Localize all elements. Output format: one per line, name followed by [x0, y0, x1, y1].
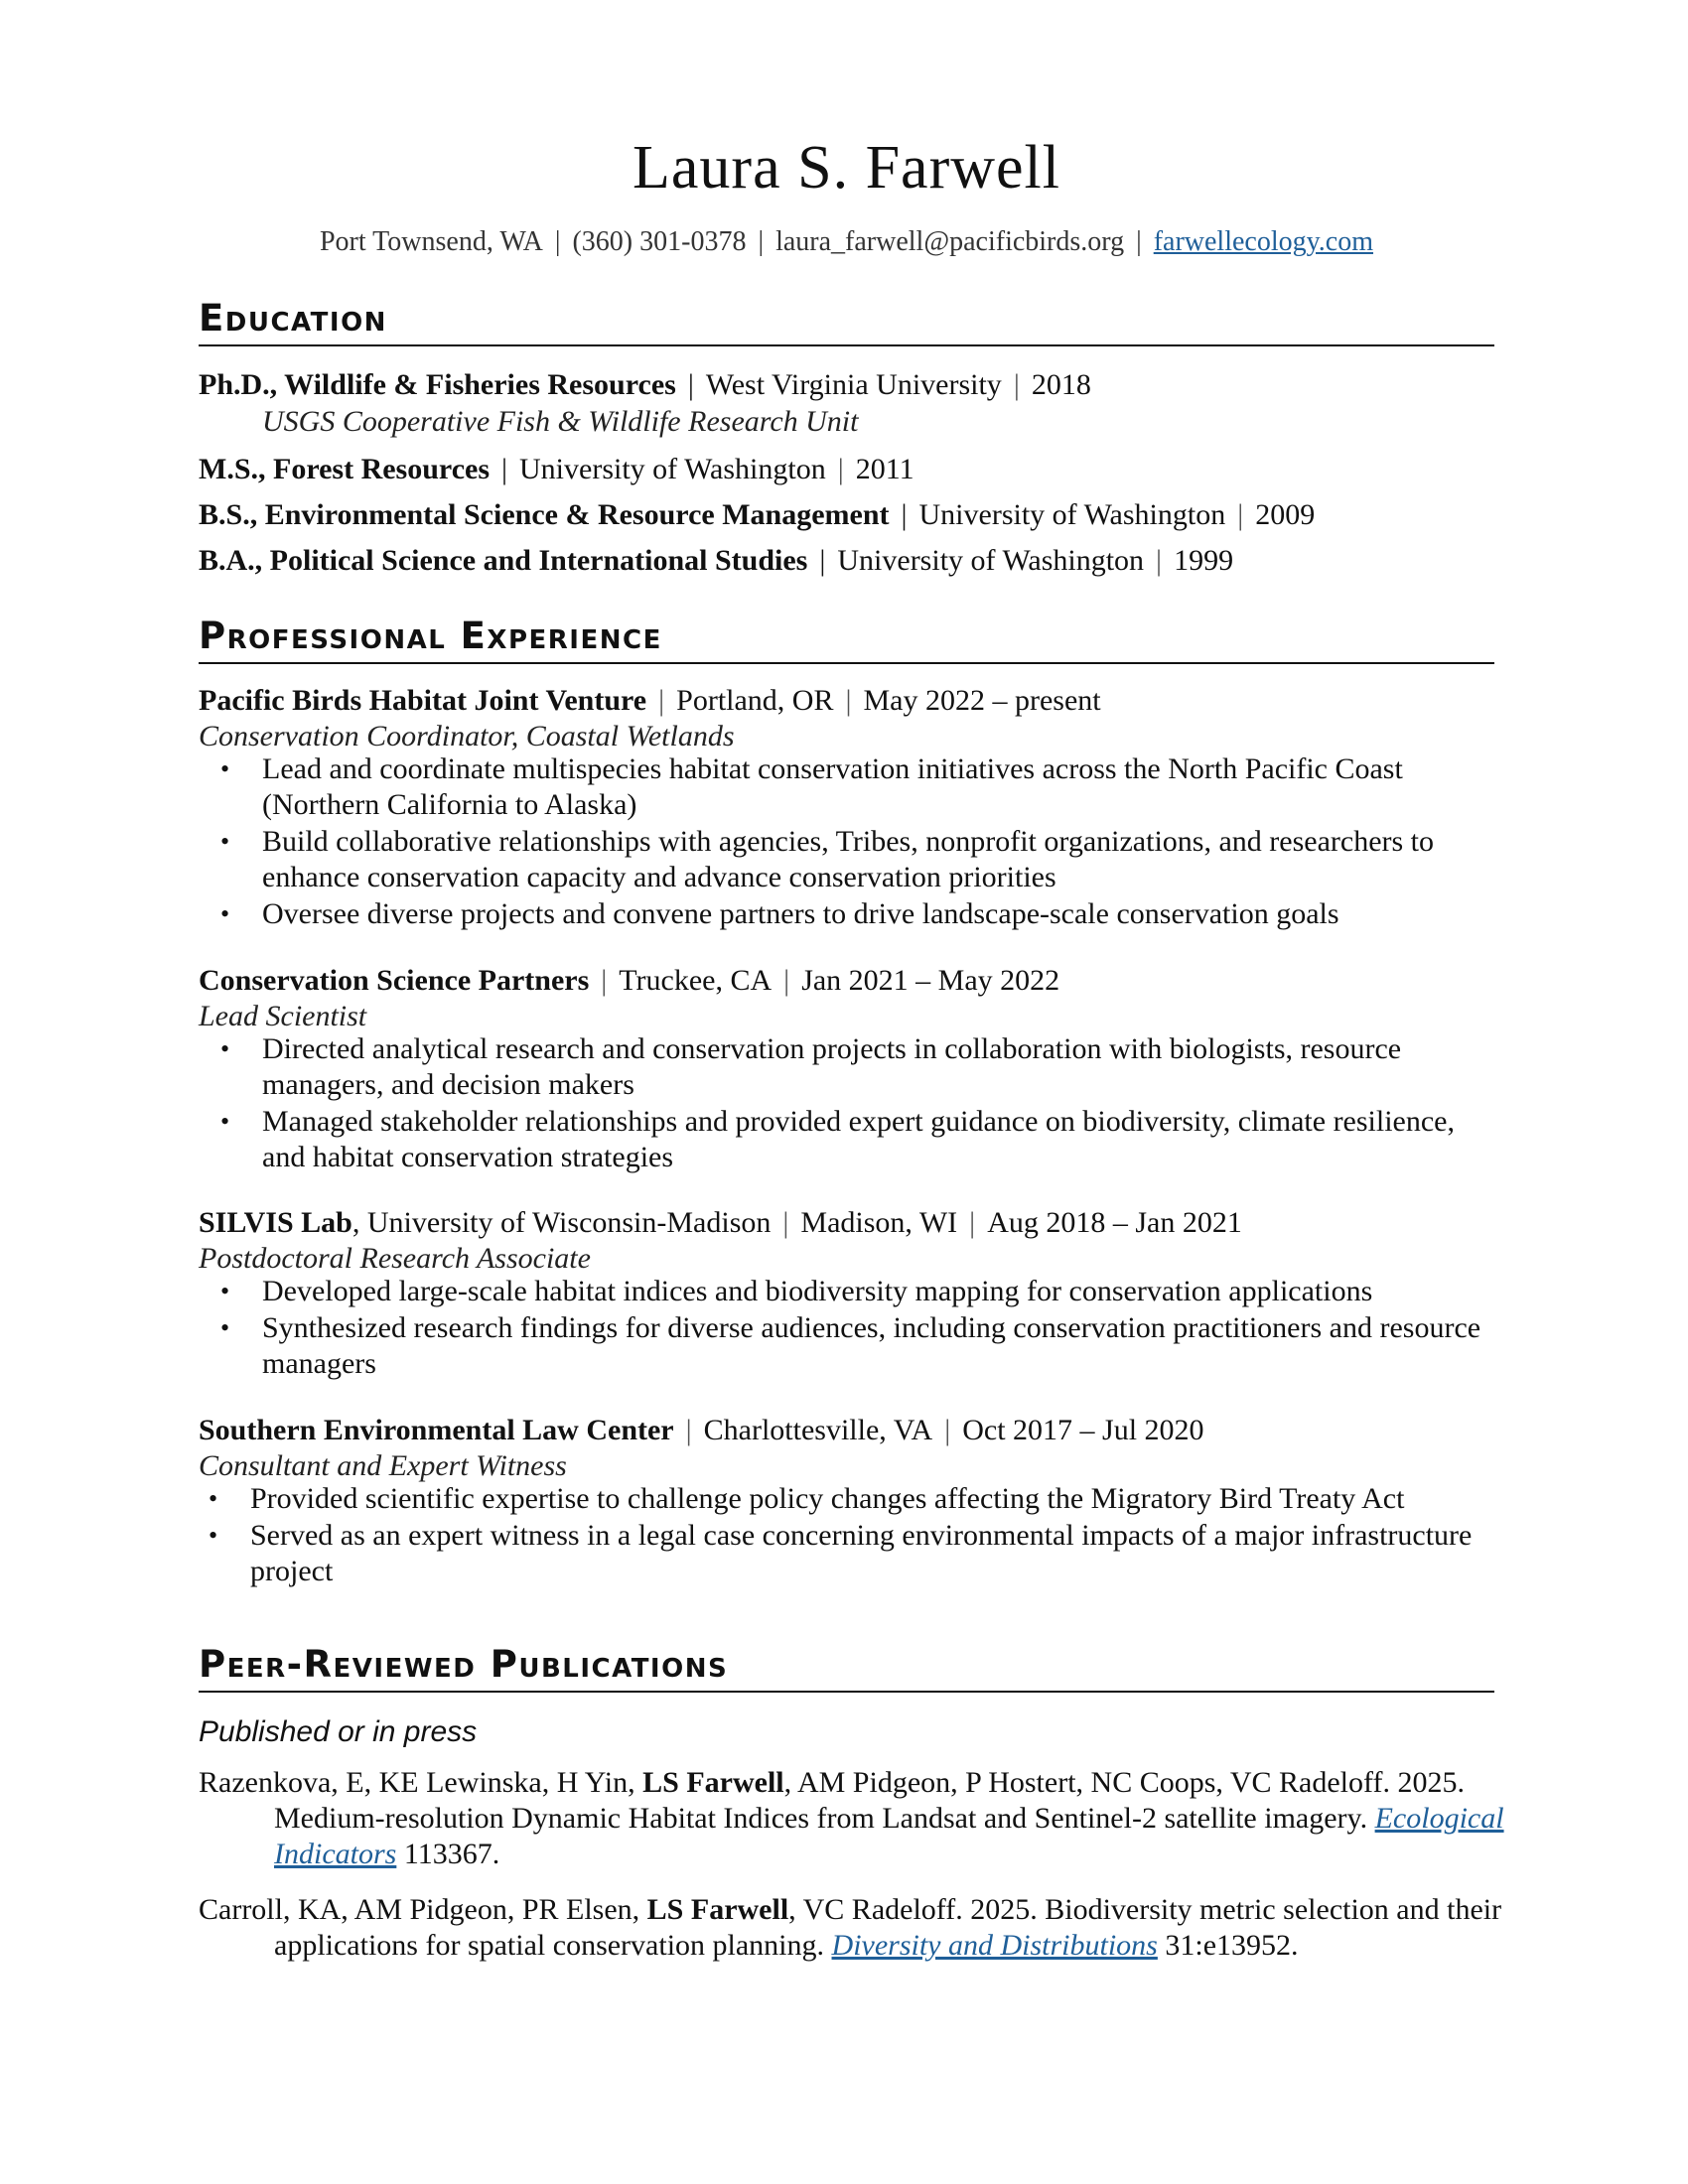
separator: |	[1136, 226, 1142, 257]
job-bullets	[199, 751, 1494, 933]
degree: B.S., Environmental Science & Resource Management	[199, 498, 890, 531]
separator: |	[758, 226, 765, 257]
degree: M.S., Forest Resources	[199, 453, 490, 485]
bullet-text: Served as an expert witness in a legal case concerning environmental impacts of a major infrastructure project	[250, 1519, 1473, 1587]
bullet-text: Managed stakeholder relationships and provided expert guidance on biodiversity, climate resilience, and habitat conservation strategies	[262, 1105, 1455, 1173]
education-heading: Education	[199, 300, 1494, 346]
degree: B.A., Political Science and International Studies	[199, 544, 808, 577]
job-location: Charlottesville, VA	[703, 1414, 933, 1446]
journal-link[interactable]: Ecological Indicators	[274, 1802, 1504, 1870]
year: 2009	[1255, 498, 1316, 531]
pub-author-self: LS Farwell	[646, 1893, 789, 1926]
list-item	[199, 1481, 1494, 1517]
job-title: Lead Scientist	[199, 1000, 367, 1032]
education-item-ms	[199, 455, 914, 484]
separator: |	[1237, 498, 1244, 531]
contact-location: Port Townsend, WA	[319, 226, 543, 257]
job-bullets	[199, 1274, 1494, 1383]
job-header	[199, 686, 1101, 716]
bullet-text: Synthesized research findings for diverse audiences, including conservation practitioners and resource managers	[262, 1311, 1481, 1380]
separator: |	[819, 544, 826, 577]
bullet-icon: •	[220, 827, 230, 856]
resume-name: Laura S. Farwell	[633, 134, 1060, 202]
separator: |	[658, 684, 665, 717]
list-item	[199, 1518, 1494, 1589]
bullet-icon: •	[209, 1521, 218, 1550]
separator: |	[845, 684, 852, 717]
job-org: Southern Environmental Law Center	[199, 1414, 674, 1446]
school: University of Washington	[918, 498, 1226, 531]
list-item	[199, 1031, 1494, 1103]
bullet-icon: •	[220, 1313, 230, 1342]
separator: |	[837, 453, 844, 485]
separator: |	[1156, 544, 1163, 577]
pub-authors: Carroll, KA, AM Pidgeon, PR Elsen,	[199, 1893, 647, 1926]
job-location: Portland, OR	[676, 684, 834, 717]
separator: |	[783, 964, 790, 997]
bullet-icon: •	[220, 1034, 230, 1063]
separator: |	[554, 226, 561, 257]
job-org: SILVIS Lab	[199, 1206, 352, 1239]
degree: Ph.D., Wildlife & Fisheries Resources	[199, 368, 676, 401]
job-header	[199, 1416, 1204, 1445]
job-org: Pacific Birds Habitat Joint Venture	[199, 684, 647, 717]
job-bullets	[199, 1481, 1494, 1590]
list-item	[199, 1104, 1494, 1175]
list-item	[199, 1274, 1494, 1309]
job-dates: Aug 2018 – Jan 2021	[987, 1206, 1242, 1239]
bullet-icon: •	[220, 754, 230, 783]
job-title: Consultant and Expert Witness	[199, 1449, 567, 1482]
bullet-text: Directed analytical research and conservation projects in collaboration with biologists, resource managers, and decision makers	[262, 1032, 1402, 1101]
job-header	[199, 966, 1059, 996]
separator: |	[1013, 368, 1020, 401]
pub-citation: 31:e13952.	[1157, 1929, 1299, 1962]
separator: |	[969, 1206, 976, 1239]
year: 2018	[1031, 368, 1091, 401]
job-title: Conservation Coordinator, Coastal Wetlands	[199, 720, 735, 752]
job-bullets	[199, 1031, 1494, 1176]
list-item	[199, 751, 1494, 823]
job-org-extra: , University of Wisconsin-Madison	[352, 1206, 772, 1239]
job-header	[199, 1208, 1242, 1238]
list-item	[199, 824, 1494, 895]
job-location: Truckee, CA	[619, 964, 773, 997]
school: University of Washington	[837, 544, 1145, 577]
separator: |	[782, 1206, 789, 1239]
experience-heading: Professional Experience	[199, 617, 1494, 664]
job-dates: May 2022 – present	[863, 684, 1101, 717]
bullet-text: Developed large-scale habitat indices and biodiversity mapping for conservation applications	[262, 1275, 1373, 1307]
separator: |	[687, 368, 694, 401]
job-location: Madison, WI	[800, 1206, 958, 1239]
education-subtitle: USGS Cooperative Fish & Wildlife Research Unit	[262, 405, 859, 438]
year: 1999	[1174, 544, 1234, 577]
school: University of Washington	[519, 453, 826, 485]
publication-item	[199, 1765, 1535, 1872]
pub-author-self: LS Farwell	[642, 1766, 784, 1799]
publications-subheading: Published or in press	[199, 1715, 478, 1748]
bullet-text: Build collaborative relationships with agencies, Tribes, nonprofit organizations, and researchers to enhance conservation capacity and advance conservation priorities	[262, 825, 1435, 893]
bullet-text: Lead and coordinate multispecies habitat conservation initiatives across the North Pacific Coast (Northern California to Alaska)	[262, 752, 1403, 821]
bullet-icon: •	[220, 1277, 230, 1305]
separator: |	[944, 1414, 951, 1446]
contact-email: laura_farwell@pacificbirds.org	[775, 226, 1125, 257]
school: West Virginia University	[705, 368, 1002, 401]
list-item	[199, 1310, 1494, 1382]
separator: |	[601, 964, 608, 997]
pub-citation: 113367.	[396, 1838, 500, 1870]
bullet-text: Oversee diverse projects and convene partners to drive landscape-scale conservation goals	[262, 897, 1339, 930]
website-link[interactable]: farwellecology.com	[1153, 226, 1374, 257]
bullet-icon: •	[220, 1107, 230, 1136]
contact-phone: (360) 301-0378	[572, 226, 747, 257]
job-title: Postdoctoral Research Associate	[199, 1242, 591, 1275]
publications-heading: Peer-Reviewed Publications	[199, 1646, 1494, 1693]
job-dates: Jan 2021 – May 2022	[801, 964, 1060, 997]
year: 2011	[855, 453, 914, 485]
bullet-icon: •	[209, 1484, 218, 1513]
education-item-bs	[199, 500, 1315, 530]
bullet-icon: •	[220, 899, 230, 928]
separator: |	[901, 498, 908, 531]
job-dates: Oct 2017 – Jul 2020	[962, 1414, 1204, 1446]
list-item	[199, 896, 1494, 932]
pub-details: , AM Pidgeon, P Hostert, NC Coops, VC Radeloff. 2025. Medium-resolution Dynamic Habitat Indices from Landsat and Sentinel-2 satellite imagery.	[274, 1766, 1465, 1835]
separator: |	[501, 453, 508, 485]
education-item-ba	[199, 546, 1233, 576]
publication-item	[199, 1892, 1535, 1964]
pub-authors: Razenkova, E, KE Lewinska, H Yin,	[199, 1766, 643, 1799]
journal-link[interactable]: Diversity and Distributions	[831, 1929, 1158, 1962]
separator: |	[685, 1414, 692, 1446]
education-item-phd	[199, 370, 1091, 400]
job-org: Conservation Science Partners	[199, 964, 590, 997]
pub-details: , VC Radeloff. 2025. Biodiversity metric selection and their applications for spatial conservation planning.	[274, 1893, 1502, 1962]
bullet-text: Provided scientific expertise to challenge policy changes affecting the Migratory Bird Treaty Act	[250, 1482, 1405, 1515]
contact-line	[199, 228, 1494, 256]
